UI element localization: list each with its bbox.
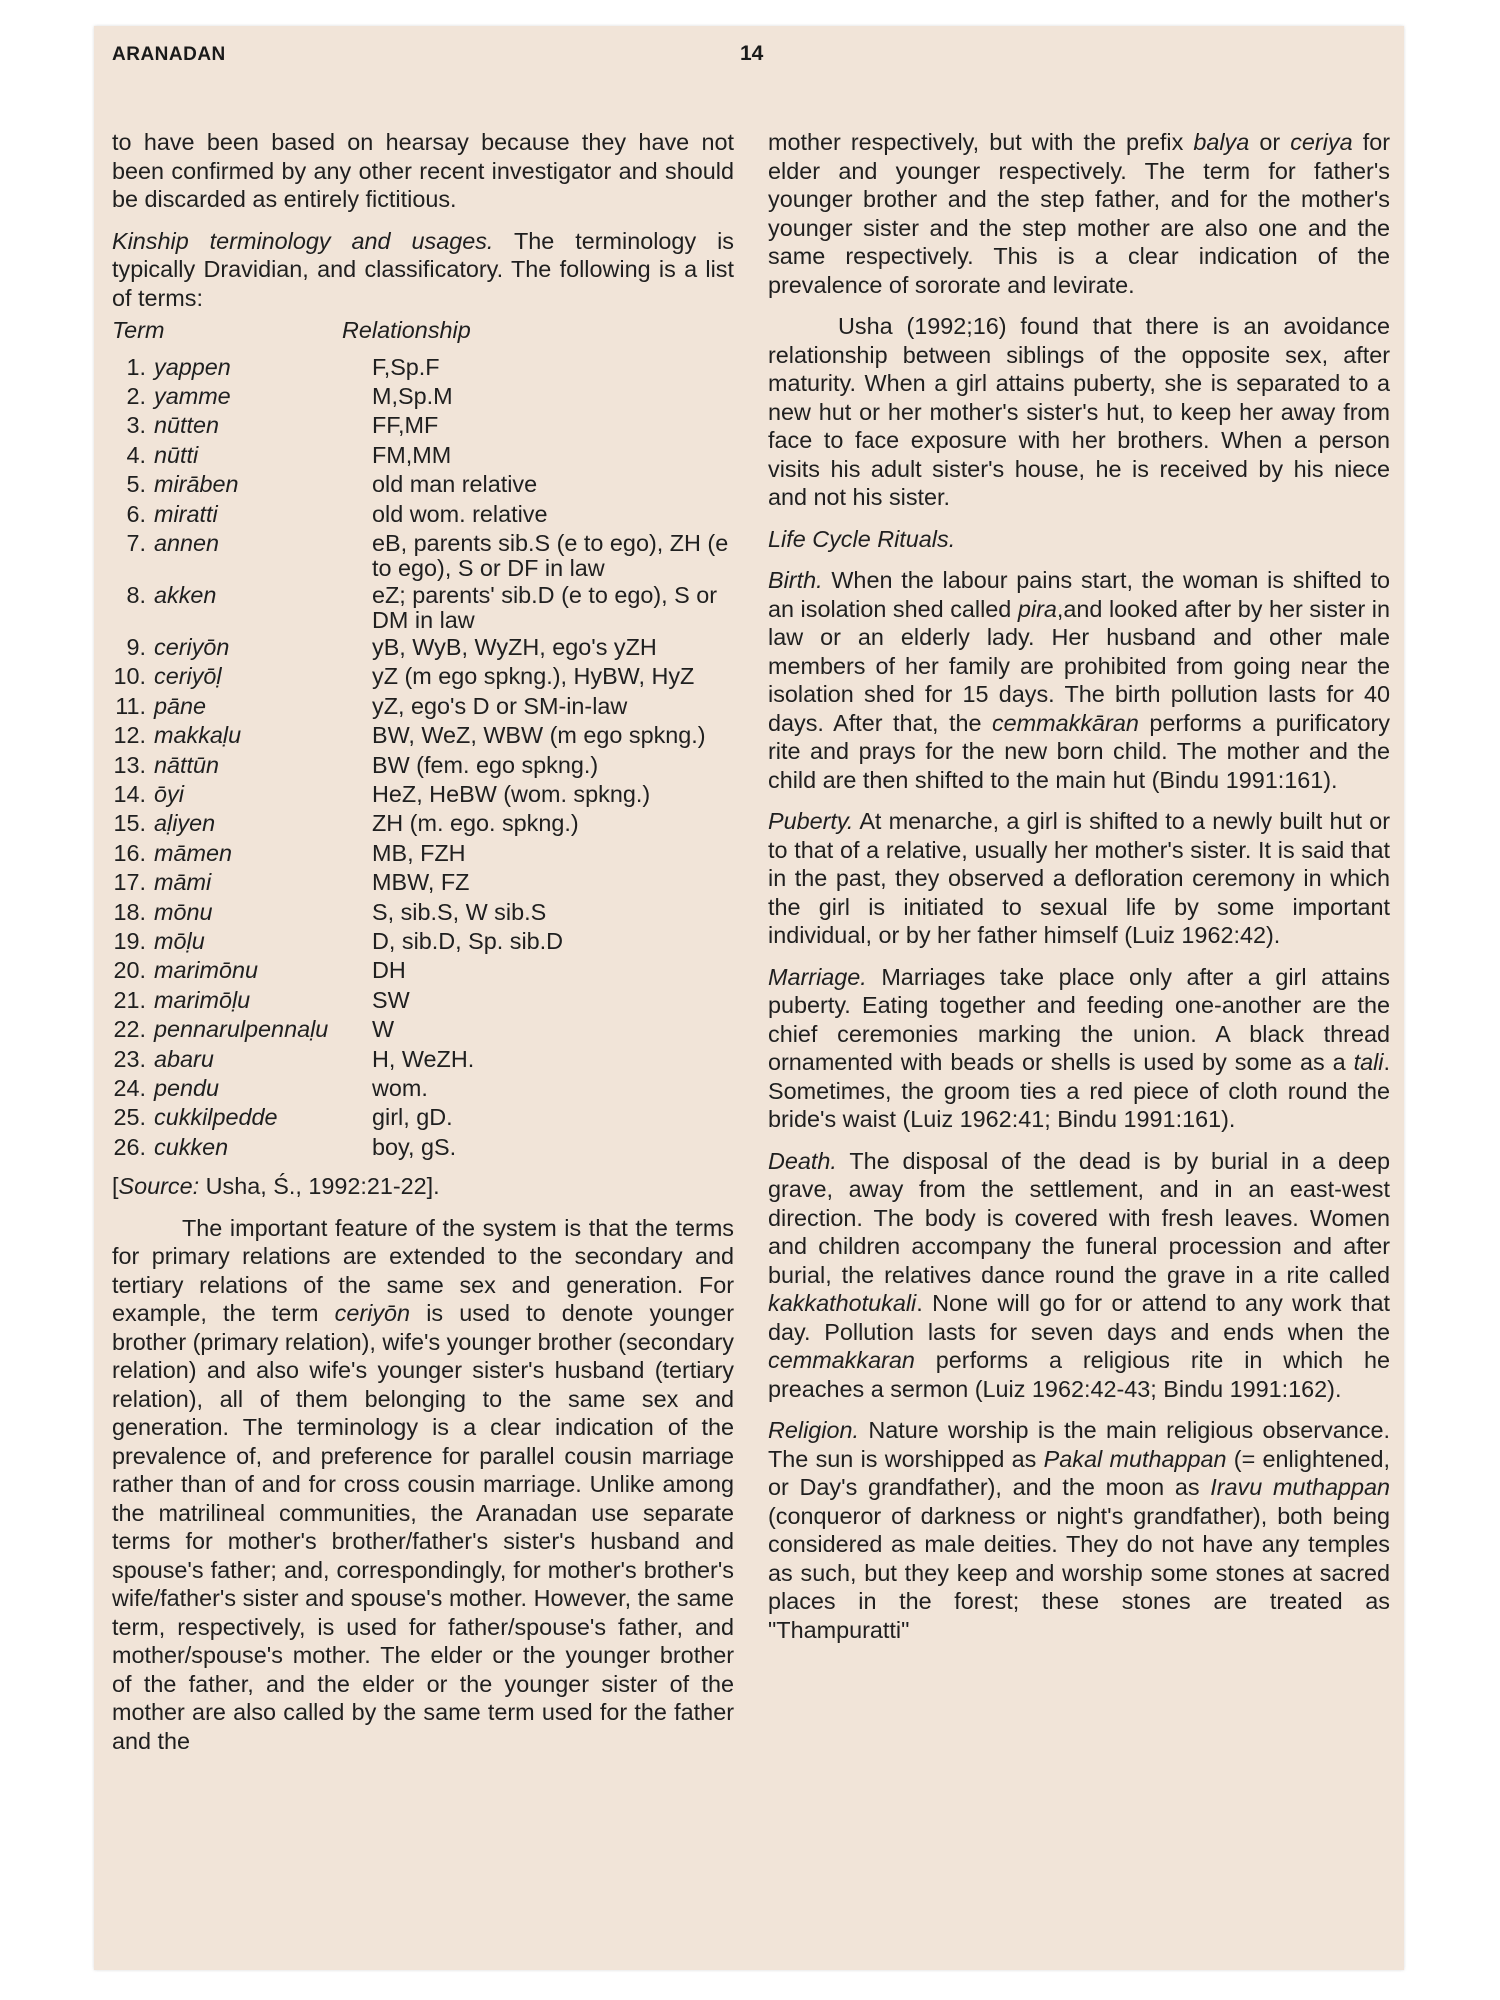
kin-relationship: W (372, 1016, 395, 1043)
paragraph-kinship-intro (112, 227, 734, 313)
kinship-term-row (112, 692, 734, 721)
kin-term: mirāben (154, 471, 239, 498)
paragraph-text: (= enlightened, or Day's grandfather), and the moon as (768, 1445, 1390, 1500)
kin-relationship: wom. (372, 1075, 428, 1102)
italic-term: kakkathotukali (768, 1290, 917, 1316)
paragraph-text: (conqueror of darkness or night's grandfather), both being considered as male deities. They do not have any temples as such, but they keep and worship some stones at sacred places in the forest; these stones are treated as "Thampuratti" (768, 1502, 1390, 1643)
term-number: 25. (113, 1104, 146, 1131)
kin-relationship: old man relative (372, 471, 538, 498)
paragraph-text: performs a purificatory rite and prays for the new born child. The mother and the child are then shifted to the main hut (Bindu 1991:161). (768, 709, 1390, 793)
kin-relationship: D, sib.D, Sp. sib.D (372, 928, 564, 954)
kin-relationship: MBW, FZ (372, 869, 470, 896)
kin-term: marimōḷu (154, 986, 251, 1013)
paragraph-text: The disposal of the dead is by burial in a deep grave, away from the settlement, and in an east-west direction. The body is covered with fresh leaves. Women and children accompany the funeral procession and after burial, the relatives dance round the grave in a rite called (768, 1147, 1390, 1288)
kin-relationship: DH (372, 957, 406, 984)
kin-relationship: eZ; parents' sib.D (e to ego), S or DM in law (372, 581, 718, 633)
kin-relationship: ZH (m. ego. spkng.) (372, 810, 579, 837)
left-column (112, 128, 734, 1768)
kin-term: cukkilpedde (154, 1104, 278, 1131)
term-number: 8. (126, 581, 146, 608)
kin-relationship: eB, parents sib.S (e to ego), ZH (e to ego), S or DF in law (372, 529, 729, 581)
kinship-term-row (112, 1015, 734, 1044)
kinship-term-row (112, 809, 734, 838)
term-number: 13. (113, 751, 146, 778)
kin-term: nāttūn (154, 751, 220, 778)
kin-relationship: girl, gD. (372, 1104, 453, 1131)
kinship-term-row (112, 1045, 734, 1074)
kin-term: ceriyōḷ (154, 663, 222, 690)
italic-term: tali (1353, 1049, 1384, 1075)
kin-relationship: H, WeZH. (372, 1045, 475, 1072)
kinship-term-row (112, 353, 734, 382)
kin-term: māmi (154, 869, 212, 896)
right-column (768, 128, 1390, 1657)
kin-term: mōḷu (154, 928, 205, 954)
italic-term: cemmakkāran (991, 709, 1139, 736)
term-number: 9. (126, 633, 146, 660)
paragraph-religion (768, 1416, 1390, 1644)
paragraph-text: or (1249, 129, 1291, 155)
paragraph-text: Nature worship is the main religious observance. The sun is worshipped as (768, 1417, 1390, 1472)
source-bracket: [ (112, 1173, 119, 1200)
kin-term: ōyi (154, 780, 184, 807)
kinship-term-row (112, 382, 734, 411)
paragraph-text: The important feature of the system is that the terms for primary relations are extended to the secondary and tertiary relations of the same sex and generation. For example, the term (112, 1214, 734, 1327)
kinship-term-row (112, 751, 734, 780)
paragraph-birth (768, 566, 1390, 794)
paragraph-puberty (768, 807, 1390, 950)
kinship-term-row (112, 1103, 734, 1132)
italic-term: ceriyōn (334, 1300, 411, 1327)
term-number: 3. (126, 412, 146, 439)
term-number: 4. (126, 441, 146, 468)
kin-term: yappen (154, 353, 231, 380)
kinship-term-row (112, 986, 734, 1015)
kin-relationship: boy, gS. (372, 1133, 457, 1160)
kin-term: nūtti (154, 441, 199, 468)
column-header-term: Term (112, 317, 165, 343)
term-number: 20. (113, 957, 146, 984)
kin-relationship: yZ, ego's D or SM-in-law (372, 692, 628, 719)
paragraph-fictitious (112, 128, 734, 214)
kinship-term-row (112, 441, 734, 470)
kinship-terms-list (112, 353, 734, 1163)
paragraph-text: When the labour pains start, the woman is shifted to an isolation shed called (768, 567, 1390, 622)
paragraph-text: . Sometimes, the groom ties a red piece of cloth round the bride's waist (Luiz 1962:41; Bindu 1991:161). (768, 1049, 1390, 1132)
kin-term: pendu (154, 1075, 220, 1102)
term-number: 7. (126, 529, 146, 556)
kinship-term-row (112, 956, 734, 985)
kin-term: miratti (154, 500, 218, 527)
term-number: 24. (113, 1075, 146, 1102)
kinship-intro-text: The terminology is typically Dravidian, and classificatory. The following is a list of terms: (112, 227, 734, 311)
kin-term: marimōnu (154, 957, 258, 984)
term-number: 1. (126, 353, 146, 380)
term-number: 19. (113, 928, 146, 954)
paragraph-text: mother respectively, but with the prefix (768, 129, 1194, 155)
kin-relationship: M,Sp.M (372, 382, 453, 409)
term-number: 16. (113, 839, 146, 866)
paragraph-text: for elder and younger respectively. The term for father's younger brother and the step father, and for the mother's younger sister and the step mother are also one and the same respectively. This is a clear indication of the prevalence of sororate and levirate. (768, 129, 1390, 298)
italic-term: cemmakkaran (768, 1347, 915, 1373)
kin-term: annen (154, 529, 220, 556)
kin-relationship: yZ (m ego spkng.), HyBW, HyZ (372, 663, 695, 690)
kin-term: makkaḷu (154, 722, 242, 749)
section-heading: Life Cycle Rituals. (768, 525, 956, 552)
kin-relationship: FM,MM (372, 441, 452, 468)
term-number: 12. (113, 722, 146, 749)
kinship-term-row (112, 470, 734, 499)
terms-table-header (112, 316, 734, 345)
heading-life-cycle (768, 525, 1390, 554)
kin-term: pāne (154, 692, 207, 719)
kin-relationship: MB, FZH (372, 839, 466, 866)
paragraph-text: ,and looked after by her sister in law or an elderly lady. Her husband and other male members of her family are prohibited from going near the isolation shed for 15 days. The birth pollution lasts for 40 days. After that, the (768, 595, 1390, 736)
run-in-heading: Puberty. (768, 808, 854, 834)
paragraph-text: is used to denote younger brother (primary relation), wife's younger brother (secondary relation) and also wife's younger sister's husband (tertiary relation), all of them belonging to the same sex and generation. The terminology is a clear indication of the prevalence of, and preference for parallel cousin marriage rather than of and for cross cousin marriage. Unlike among the matrilineal communities, the Aranadan use separate terms for mother's brother/father's sister's husband and spouse's father; and, correspondingly, for mother's brother's wife/father's sister and spouse's mother. However, the same term, respectively, is used for father/spouse's father, and mother/spouse's mother. The elder or the younger brother of the father, and the elder or the younger sister of the mother are also called by the same term used for the father and the (112, 1300, 734, 1754)
kin-term: ceriyōn (154, 633, 230, 660)
page-number: 14 (740, 42, 764, 65)
kinship-term-row (112, 927, 734, 956)
kinship-term-row (112, 411, 734, 440)
italic-term: ceriya (1290, 129, 1353, 155)
source-label: Source: (118, 1173, 200, 1200)
run-in-heading: Marriage. (768, 963, 867, 990)
term-number: 14. (113, 780, 146, 807)
kin-term: akken (154, 581, 217, 608)
term-number: 15. (113, 810, 146, 837)
kin-relationship: old wom. relative (372, 500, 548, 527)
kinship-term-row (112, 868, 734, 897)
paragraph-text: Usha (1992;16) found that there is an avoidance relationship between siblings of the opposite sex, after maturity. When a girl attains puberty, she is separated to a new hut or her mother's sister's hut, to keep her away from face to face exposure with her brothers. When a person visits his adult sister's house, he is received by his niece and not his sister. (768, 313, 1390, 510)
term-number: 6. (126, 500, 146, 527)
paragraph-death (768, 1147, 1390, 1404)
kin-term: aḷiyen (154, 810, 216, 837)
italic-term: Iravu muthappan (1210, 1474, 1390, 1500)
kinship-term-row (112, 500, 734, 529)
kin-relationship: SW (372, 986, 410, 1013)
italic-term: Pakal muthappan (1043, 1445, 1227, 1472)
kin-relationship: BW, WeZ, WBW (m ego spkng.) (372, 722, 706, 749)
kin-term: pennarulpennaḷu (154, 1016, 329, 1043)
kinship-term-row (112, 662, 734, 691)
paragraph-text: Marriages take place only after a girl attains puberty. Eating together and feeding one-another are the chief ceremonies marking the union. A black thread ornamented with beads or shells is used by some as a (768, 963, 1390, 1075)
italic-term: pira (1017, 595, 1057, 622)
paragraph-marriage (768, 963, 1390, 1134)
kin-term: mōnu (154, 898, 213, 925)
term-number: 11. (115, 692, 146, 719)
kinship-term-row (112, 721, 734, 750)
column-header-relationship: Relationship (342, 317, 471, 343)
term-number: 18. (113, 898, 146, 925)
paragraph-important-feature (112, 1214, 734, 1756)
source-citation (112, 1172, 734, 1201)
kinship-term-row (112, 1074, 734, 1103)
kinship-term-row (112, 780, 734, 809)
kinship-term-row (112, 839, 734, 868)
running-head: ARANADAN (112, 44, 226, 65)
paragraph-avoidance (768, 312, 1390, 512)
kinship-heading: Kinship terminology and usages. (112, 227, 494, 254)
kin-term: māmen (154, 839, 232, 866)
page-header (112, 44, 1402, 74)
term-number: 21. (113, 986, 146, 1013)
kin-term: nūtten (154, 412, 220, 439)
term-number: 26. (113, 1133, 146, 1160)
paragraph-sororate (768, 128, 1390, 299)
kin-relationship: FF,MF (372, 412, 439, 439)
source-text: Usha, Ś., 1992:21-22]. (199, 1173, 440, 1200)
kinship-term-row (112, 898, 734, 927)
paragraph-text: . None will go for or attend to any work that day. Pollution lasts for seven days and ends when the (768, 1290, 1390, 1345)
kin-term: yamme (154, 382, 231, 409)
term-number: 2. (126, 382, 146, 409)
kin-relationship: F,Sp.F (372, 353, 440, 380)
run-in-heading: Religion. (768, 1417, 860, 1443)
term-number: 22. (113, 1016, 146, 1043)
kin-relationship: BW (fem. ego spkng.) (372, 751, 599, 778)
paragraph-text: performs a religious rite in which he preaches a sermon (Luiz 1962:42-43; Bindu 1991:162). (768, 1347, 1390, 1402)
kinship-term-row (112, 581, 734, 633)
kinship-term-row (112, 633, 734, 662)
kin-term: cukken (154, 1133, 229, 1160)
kin-term: abaru (154, 1045, 214, 1072)
paragraph-text: At menarche, a girl is shifted to a newly built hut or to that of a relative, usually her mother's sister. It is said that in the past, they observed a defloration ceremony in which the girl is initiated to sexual life by some important individual, or by her father himself (Luiz 1962:42). (768, 808, 1390, 948)
italic-term: balya (1193, 129, 1250, 155)
kin-relationship: HeZ, HeBW (wom. spkng.) (372, 780, 651, 807)
kin-relationship: S, sib.S, W sib.S (372, 898, 547, 925)
run-in-heading: Death. (768, 1147, 837, 1174)
paragraph-text: to have been based on hearsay because they have not been confirmed by any other recent investigator and should be discarded as entirely fictitious. (112, 129, 734, 212)
kinship-term-row (112, 1133, 734, 1162)
term-number: 17. (113, 869, 146, 896)
term-number: 23. (113, 1045, 146, 1072)
term-number: 10. (113, 663, 146, 690)
kinship-term-row (112, 529, 734, 581)
term-number: 5. (126, 471, 146, 498)
run-in-heading: Birth. (768, 567, 823, 593)
kin-relationship: yB, WyB, WyZH, ego's yZH (372, 633, 657, 660)
